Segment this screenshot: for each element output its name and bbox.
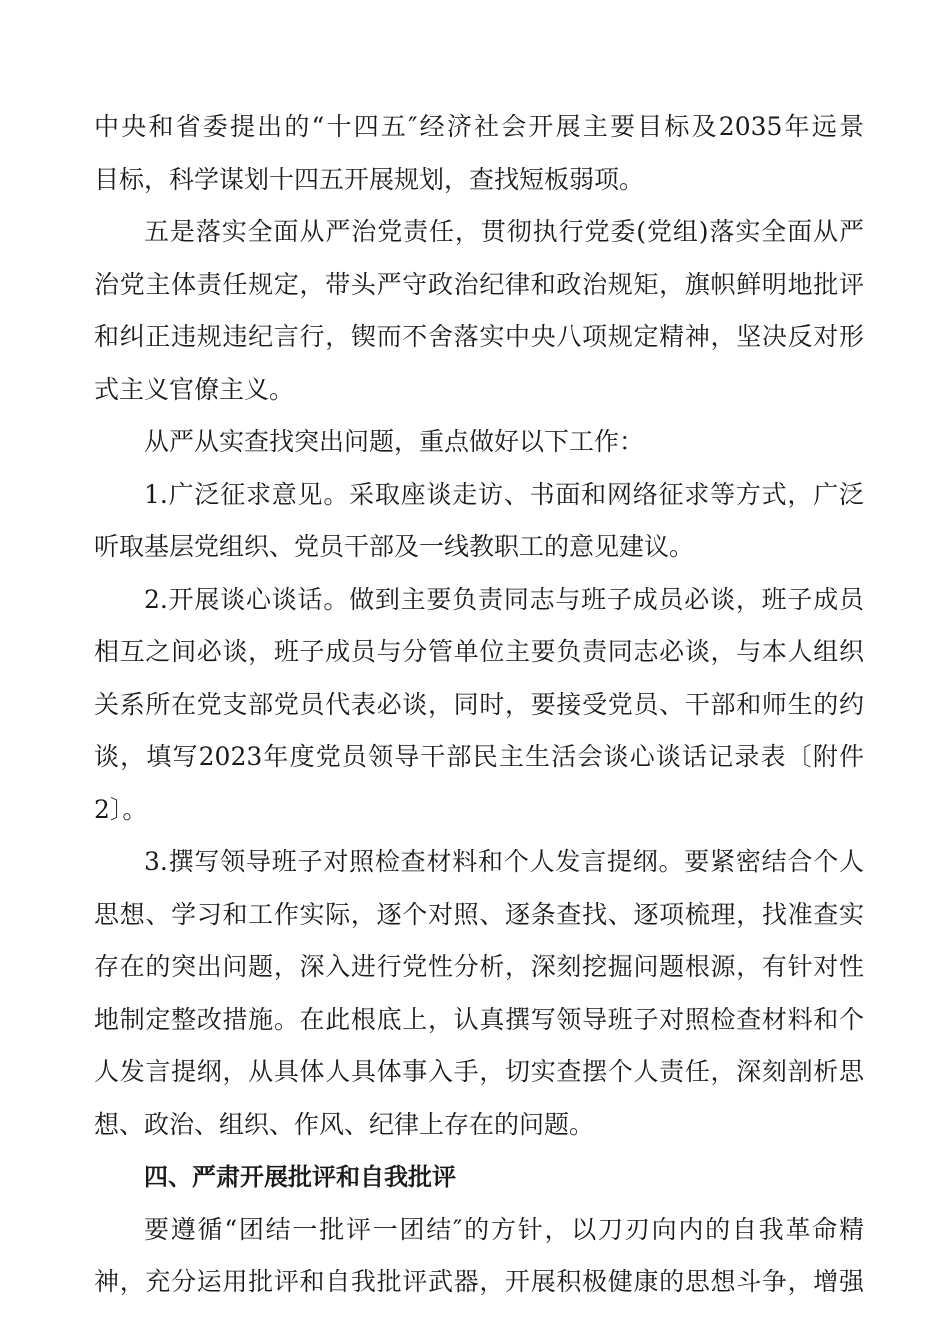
list-item-line: 想、政治、组织、作风、纪律上存在的问题。 [94,1110,595,1139]
paragraph-line: 和纠正违规违纪言行，锲而不舍落实中央八项规定精神，坚决反对形 [94,322,864,351]
list-item-line: 思想、学习和工作实际，逐个对照、逐条查找、逐项梳理，找准查实 [94,900,864,929]
paragraph-line: 五是落实全面从严治党责任，贯彻执行党委(党组)落实全面从严 [144,217,864,246]
list-item-line: 关系所在党支部党员代表必谈，同时，要接受党员、干部和师生的约 [94,690,864,719]
list-item-line: 存在的突出问题，深入进行党性分析，深刻挖掘问题根源，有针对性 [94,952,864,981]
paragraph-line: 要遵循“团结一批评一团结″的方针，以刀刃向内的自我革命精 [144,1215,864,1244]
list-item-line: 2〕。 [94,795,148,824]
list-item-line: 谈，填写2023年度党员领导干部民主生活会谈心谈话记录表〔附件 [94,742,864,771]
list-item-line: 听取基层党组织、党员干部及一线教职工的意见建议。 [94,532,695,561]
list-item-line: 人发言提纲，从具体人具体事入手，切实查摆个人责任，深刻剖析思 [94,1057,864,1086]
paragraph-line: 治党主体责任规定，带头严守政治纪律和政治规矩，旗帜鲜明地批评 [94,270,864,299]
list-item-line: 地制定整改措施。在此根底上，认真撰写领导班子对照检查材料和个 [94,1005,864,1034]
list-item-line: 相互之间必谈，班子成员与分管单位主要负责同志必谈，与本人组织 [94,637,864,666]
paragraph-line: 目标，科学谋划十四五开展规划，查找短板弱项。 [94,165,645,194]
list-item-line: 3.撰写领导班子对照检查材料和个人发言提纲。要紧密结合个人 [144,847,864,876]
list-item-line: 1.广泛征求意见。采取座谈走访、书面和网络征求等方式，广泛 [144,480,864,509]
paragraph-line: 中央和省委提出的“十四五″经济社会开展主要目标及2035年远景 [94,112,864,141]
list-item-line: 2.开展谈心谈话。做到主要负责同志与班子成员必谈，班子成员 [144,585,864,614]
section-heading: 四、严肃开展批评和自我批评 [144,1163,456,1191]
paragraph-line: 神，充分运用批评和自我批评武器，开展积极健康的思想斗争，增强 [94,1267,864,1296]
paragraph-line: 式主义官僚主义。 [94,375,295,404]
paragraph-line: 从严从实查找突出问题，重点做好以下工作： [144,427,645,456]
